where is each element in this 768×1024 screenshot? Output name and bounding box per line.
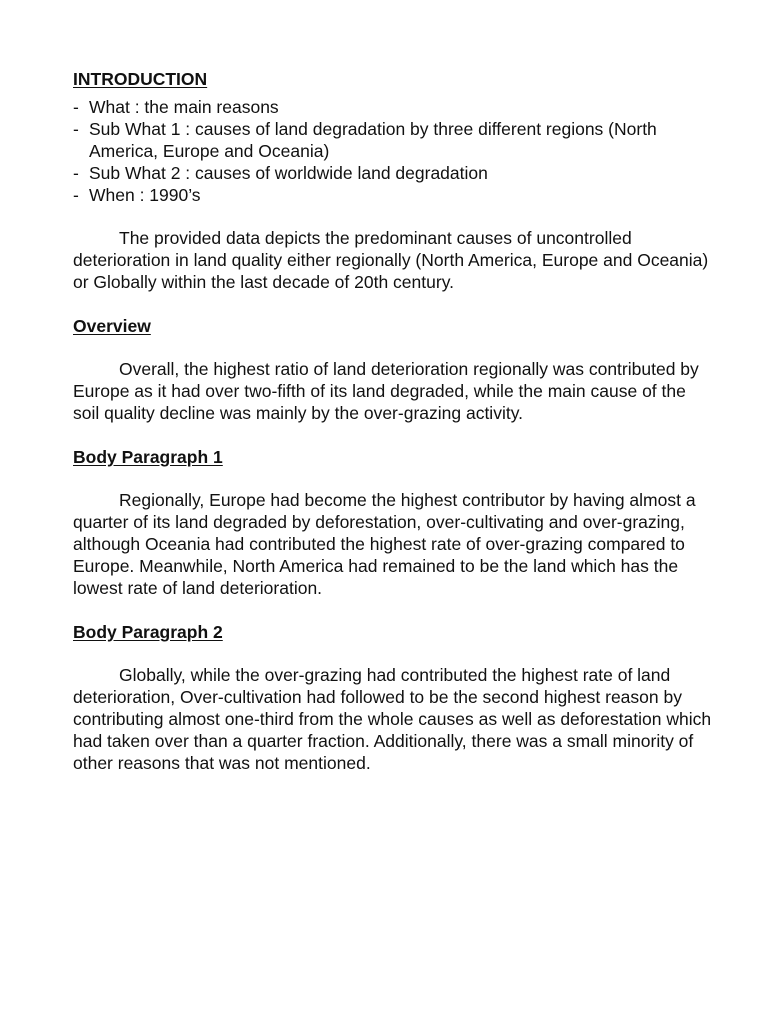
- bullet-text: What : the main reasons: [89, 97, 279, 117]
- body-paragraph-2-text: Globally, while the over-grazing had contributed the highest rate of land deterioration, Over-cultivation had followed to be the second highest reason by contributing almost one-third from the whole causes as well as deforestation which had taken over than a quarter fraction. Additionally, there was a small minority of other reasons that was not mentioned.: [73, 665, 712, 773]
- document-page: [73, 68, 713, 774]
- overview-paragraph: Overall, the highest ratio of land deterioration regionally was contributed by Europe as it had over two-fifth of its land degraded, while the main cause of the soil quality decline was mainly by the over-grazing activity.: [73, 359, 699, 423]
- body-paragraph-1-text: Regionally, Europe had become the highest contributor by having almost a quarter of its land degraded by deforestation, over-cultivating and over-grazing, although Oceania had contributed the highest rate of over-grazing compared to Europe. Meanwhile, North America had remained to be the land which has the lowest rate of land deterioration.: [73, 490, 696, 598]
- bullet-item-when: [73, 184, 713, 206]
- bullet-dash: -: [73, 163, 79, 183]
- bullet-dash: -: [73, 97, 79, 117]
- bullet-text: Sub What 2 : causes of worldwide land degradation: [89, 163, 488, 183]
- body-paragraph-1-heading: Body Paragraph 1: [73, 447, 223, 467]
- bullet-dash: -: [73, 185, 79, 205]
- introduction-bullet-list: [73, 96, 713, 206]
- body-paragraph-2-heading: Body Paragraph 2: [73, 622, 223, 642]
- introduction-paragraph: The provided data depicts the predominant causes of uncontrolled deterioration in land quality either regionally (North America, Europe and Oceania) or Globally within the last decade of 20th century.: [73, 228, 709, 292]
- bullet-item-what: [73, 96, 713, 118]
- bullet-item-sub-what-2: [73, 162, 713, 184]
- bullet-dash: -: [73, 119, 79, 139]
- bullet-text: When : 1990’s: [89, 185, 201, 205]
- introduction-heading: INTRODUCTION: [73, 69, 208, 89]
- bullet-item-sub-what-1: [73, 118, 713, 162]
- overview-heading: Overview: [73, 316, 151, 336]
- bullet-text: Sub What 1 : causes of land degradation by three different regions (North America, Europe and Oceania): [89, 119, 657, 161]
